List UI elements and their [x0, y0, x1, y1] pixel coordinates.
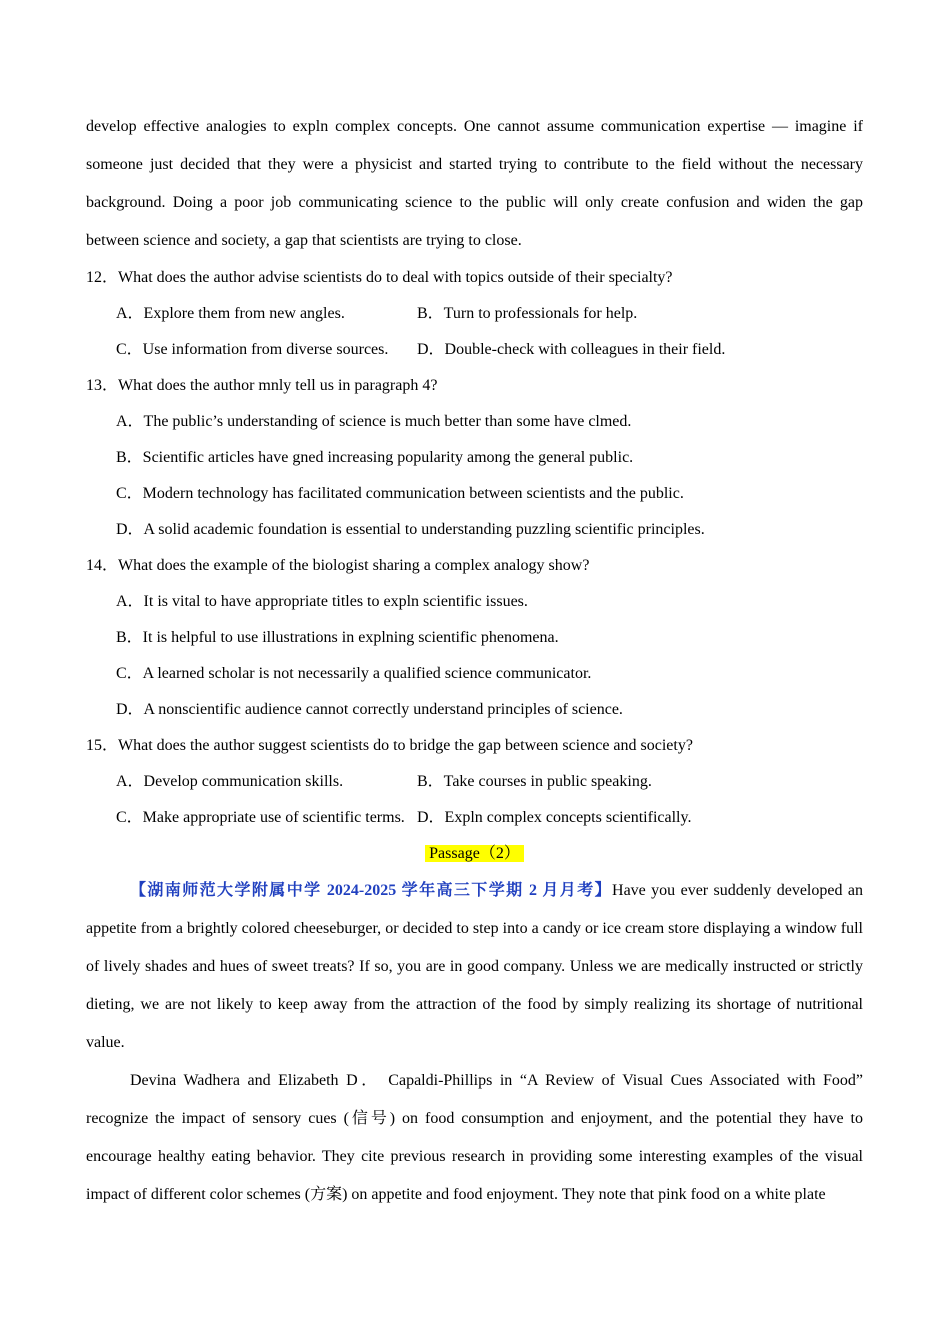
option-row — [86, 332, 863, 368]
question-13 — [86, 368, 863, 548]
question-12 — [86, 260, 863, 368]
option-d: D．A nonscientific audience cannot correctly understand principles of science. — [116, 701, 623, 718]
option-a: A．It is vital to have appropriate titles to expln scientific issues. — [116, 593, 528, 610]
option-c: C．Modern technology has facilitated communication between scientists and the public. — [116, 485, 684, 502]
question-15 — [86, 728, 863, 836]
option-c: C．Use information from diverse sources. — [116, 341, 389, 358]
option-d: D．Double-check with colleagues in their field. — [417, 341, 726, 358]
passage2-paragraph-2: Devina Wadhera and Elizabeth D． Capaldi-Phillips in “A Review of Visual Cues Associated with Food” recognize the impact of sensory cues (信号) on food consumption and enjoyment, and the potential they have to encourage healthy eating behavior. They cite previous research in providing some interesting examples of the visual impact of different color schemes (方案) on appetite and food enjoyment. They note that pink food on a white plate — [86, 1072, 863, 1203]
passage-heading: Passage（2） — [425, 845, 524, 862]
intro-paragraph: develop effective analogies to expln complex concepts. One cannot assume communication expertise — imagine if someone just decided that they were a physicist and started trying to contribute to the field without the necessary background. Doing a poor job communicating science to the public will only create confusion and widen the gap between science and society, a gap that scientists are trying to close. — [86, 118, 863, 249]
option-b: B．Turn to professionals for help. — [417, 305, 638, 322]
question-stem: 12．What does the author advise scientists do to deal with topics outside of their specialty? — [86, 269, 673, 286]
option-a: A．Explore them from new angles. — [116, 305, 345, 322]
option-a: A．Develop communication skills. — [116, 773, 344, 790]
question-stem: 15．What does the author suggest scientists do to bridge the gap between science and society? — [86, 737, 693, 754]
paragraph-text: Have you ever suddenly developed an appetite from a brightly colored cheeseburger, or decided to step into a candy or ice cream store displaying a window full of lively shades and hues of sweet treats? If so, you are in good company. Unless we are medically instructed or strictly dieting, we are not likely to keep away from the attraction of the food by simply realizing its shortage of nutritional value. — [86, 882, 863, 1051]
option-a: A．The public’s understanding of science is much better than some have clmed. — [116, 413, 632, 430]
question-stem: 13．What does the author mnly tell us in paragraph 4? — [86, 377, 438, 394]
option-row — [86, 764, 863, 800]
option-row — [86, 800, 863, 836]
option-b: B．Take courses in public speaking. — [417, 773, 652, 790]
source-tag: 【湖南师范大学附属中学 2024-2025 学年高三下学期 2 月月考】 — [130, 882, 613, 899]
option-d: D．A solid academic foundation is essential to understanding puzzling scientific principles. — [116, 521, 705, 538]
option-d: D．Expln complex concepts scientifically. — [417, 809, 692, 826]
passage2-paragraph-1 — [86, 872, 863, 1062]
passage-heading-wrap — [86, 836, 863, 872]
option-c: C．A learned scholar is not necessarily a qualified science communicator. — [116, 665, 592, 682]
document-page — [86, 108, 863, 1214]
option-b: B．Scientific articles have gned increasing popularity among the general public. — [116, 449, 634, 466]
question-14 — [86, 548, 863, 728]
question-stem: 14．What does the example of the biologist sharing a complex analogy show? — [86, 557, 590, 574]
option-c: C．Make appropriate use of scientific terms. — [116, 809, 405, 826]
option-b: B．It is helpful to use illustrations in explning scientific phenomena. — [116, 629, 559, 646]
option-row — [86, 296, 863, 332]
